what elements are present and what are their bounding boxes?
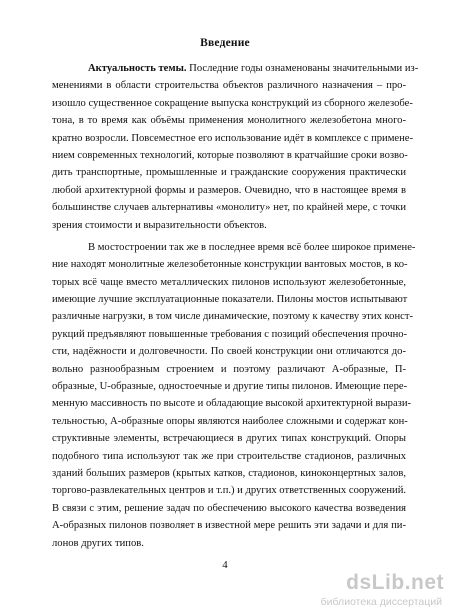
paragraph-1-line: любой архитектурной формы и размеров. Очевидно, что в настоящее время в — [52, 184, 406, 196]
paragraph-2-line: зданий больших размеров (крытых катков, стадионов, киноконцертных залов, — [52, 467, 406, 479]
watermark-logo: dsLib.net — [346, 571, 444, 594]
paragraph-2-line: образные, U-образные, одностоечные и другие типы пилонов. Имеющие пере- — [52, 381, 408, 393]
body-text — [52, 60, 419, 552]
paragraph-2-line: В связи с этим, решение задач по обеспечению высокого качества возведения — [52, 502, 406, 514]
paragraph-2-line: рукций предъявляют повышенные требования с позиций обеспечения прочно- — [52, 328, 408, 340]
paragraph-2-line: торых всё чаще вместо металлических пилонов используют железобетонные, — [52, 276, 406, 288]
paragraph-2-line: подобного типа используют так же при строительстве стадионов, различных — [52, 450, 406, 462]
paragraph-1-line: зрения стоимости и выразительности объектов. — [52, 219, 267, 231]
paragraph-1-line: дить транспортные, промышленные и гражданские сооружения практически — [52, 167, 406, 179]
paragraph-2-line: тельностью, А-образные опоры являются наиболее сложными и содержат кон- — [52, 415, 408, 427]
paragraph-2-line: менную массивность по высоте и обладающие высокой архитектурной вырази- — [52, 398, 412, 410]
watermark — [304, 571, 444, 611]
paragraph-2-line: А-образных пилонов позволяет в известной мере решить эти задачи и для пи- — [52, 520, 406, 532]
paragraph-1-line: нием современных технологий, которые позволяют в кратчайшие сроки возво- — [52, 149, 408, 161]
paragraph-2-line: торгово-развлекательных центров и т.п.) и других ответственных сооружений. — [52, 485, 407, 497]
lead-heading: Актуальность темы. — [88, 63, 187, 74]
paragraph-2-line: лонов других типов. — [52, 537, 144, 549]
paragraph-1-line: кратно возросли. Повсеместное его использование идёт в комплексе с примене- — [52, 132, 414, 144]
paragraph-2-line: ние находят монолитные железобетонные конструкции вантовых мостов, в ко- — [52, 259, 408, 271]
paragraph-1-line — [52, 60, 419, 77]
paragraph-1-line: большинстве случаев альтернативы «монолиту» нет, по крайней мере, с точки — [52, 202, 406, 214]
paragraph-1-line: тона, в то время как объёмы применения монолитного железобетона много- — [52, 115, 406, 127]
watermark-subtitle: библиотека диссертаций — [320, 596, 442, 608]
paragraph-1-line: изошло существенное сокращение выпуска конструкций из сборного железобе- — [52, 97, 413, 109]
paragraph-2-line: сти, надёжности и долговечности. По своей конструкции они отличаются до- — [52, 346, 406, 358]
paragraph-2-line: структивные элементы, встречающиеся в других типах конструкций. Опоры — [52, 433, 406, 445]
paragraph-2-line: имеющие лучшие эксплуатационные показатели. Пилоны мостов испытывают — [52, 294, 408, 306]
page-title: Введение — [200, 37, 250, 49]
paragraph-1-line: менениями в области строительства объектов различного назначения – про- — [52, 80, 406, 92]
paragraph-2-line: В мостостроении так же в последнее время всё более широкое примене- — [88, 241, 416, 253]
text-line: Последние годы ознаменованы значительными из- — [186, 63, 419, 74]
paragraph-2-line: различные нагрузки, в том числе динамические, поэтому к качеству этих конст- — [52, 311, 413, 323]
page-number: 4 — [222, 560, 228, 571]
paragraph-2-line: вольно разнообразным строением и поэтому различают А-образные, П- — [52, 363, 406, 375]
